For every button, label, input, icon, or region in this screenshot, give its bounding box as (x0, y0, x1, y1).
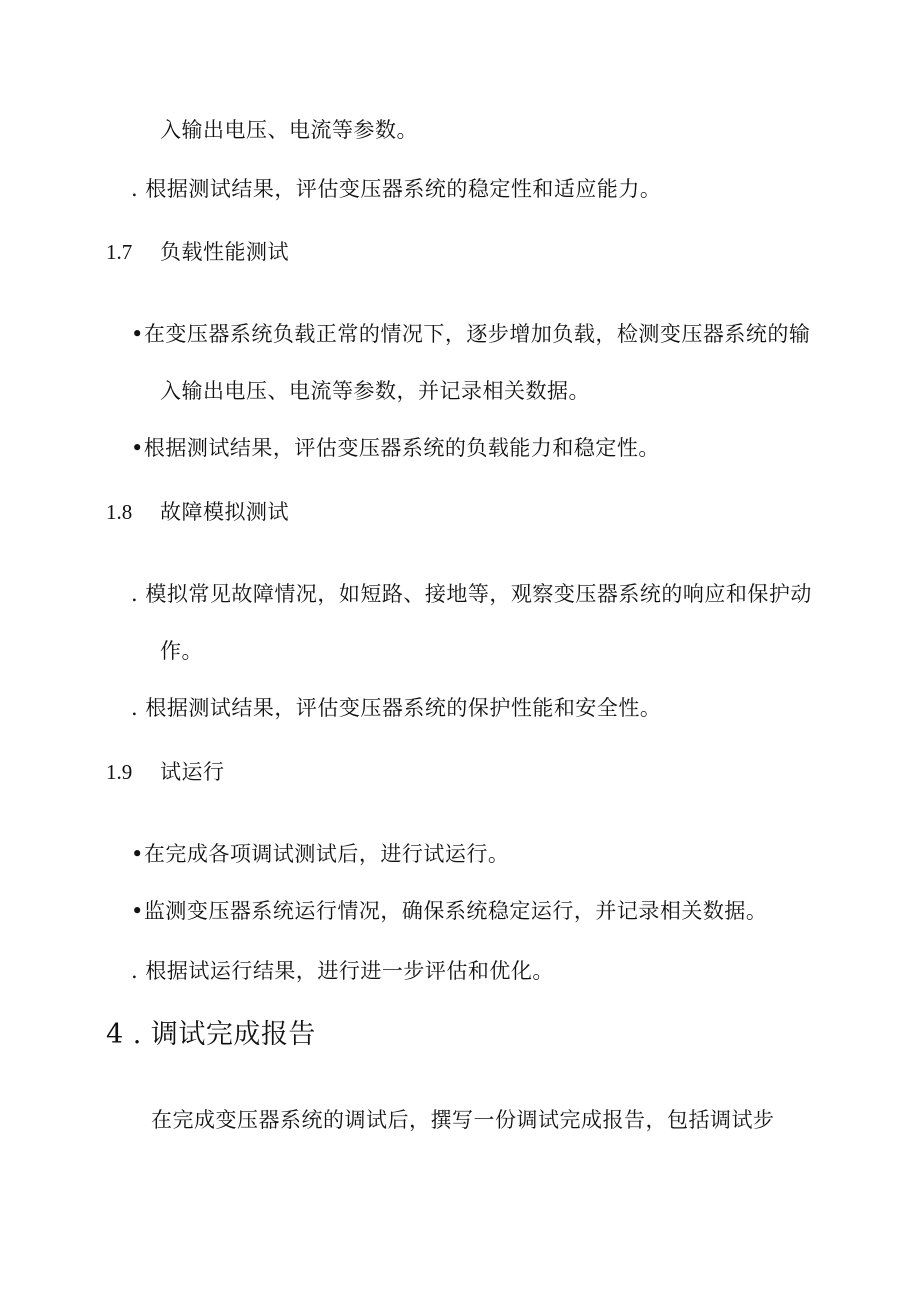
section-number: 1.7 (106, 240, 133, 264)
section-title: 试运行 (160, 760, 225, 784)
list-item-line: . 模拟常见故障情况，如短路、接地等，观察变压器系统的响应和保护动 (131, 582, 812, 606)
list-item-line: •在完成各项调试测试后，进行试运行。 (131, 842, 510, 866)
chapter-heading: 4 . 调试完成报告 (106, 1019, 316, 1050)
list-item-line: . 根据试运行结果，进行进一步评估和优化。 (131, 959, 554, 983)
section-number: 1.9 (106, 760, 133, 784)
list-item-line: . 根据测试结果，评估变压器系统的稳定性和适应能力。 (131, 177, 662, 201)
list-item-line: •在变压器系统负载正常的情况下，逐步增加负载，检测变压器系统的输 (131, 322, 811, 346)
list-item-line: •根据测试结果，评估变压器系统的负载能力和稳定性。 (131, 436, 660, 460)
section-title: 负载性能测试 (160, 240, 289, 264)
paragraph-line: 在完成变压器系统的调试后，撰写一份调试完成报告，包括调试步 (151, 1108, 775, 1132)
section-title: 故障模拟测试 (160, 500, 289, 524)
section-number: 1.8 (106, 500, 133, 524)
paragraph-line: 入输出电压、电流等参数。 (160, 118, 418, 142)
list-item-line: . 根据测试结果，评估变压器系统的保护性能和安全性。 (131, 696, 662, 720)
list-item-line: •监测变压器系统运行情况，确保系统稳定运行，并记录相关数据。 (131, 899, 768, 923)
list-item-continuation: 入输出电压、电流等参数，并记录相关数据。 (160, 379, 590, 403)
list-item-continuation: 作。 (160, 639, 203, 663)
